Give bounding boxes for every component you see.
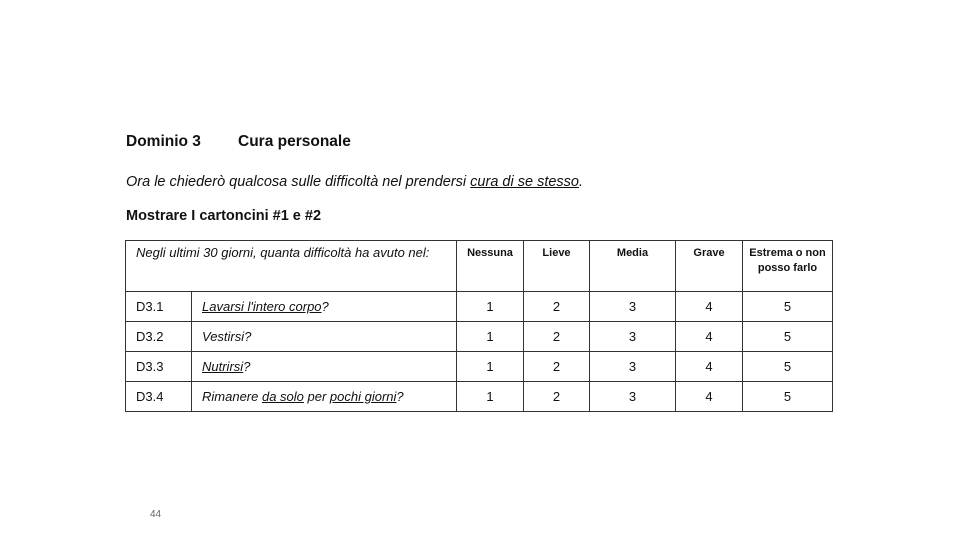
question-underlined-text: da solo (261, 389, 304, 404)
question-text: ? (321, 299, 329, 314)
domain-number: Dominio 3 (126, 133, 201, 150)
intro-text (126, 174, 583, 190)
rating-value: 5 (743, 352, 833, 382)
intro-text-underlined: cura di se stesso (470, 174, 579, 190)
item-code: D3.4 (126, 382, 192, 412)
intro-text-start: Ora le chiederò qualcosa sulle difficoltà nel prendersi (126, 174, 471, 190)
table-header-row (126, 241, 833, 292)
question-text: Vestirsi? (202, 329, 252, 344)
rating-value: 5 (743, 292, 833, 322)
column-header-lieve: Lieve (524, 241, 590, 292)
rating-value: 3 (590, 292, 676, 322)
item-question (192, 352, 457, 382)
rating-value: 2 (524, 382, 590, 412)
question-underlined-text: pochi giorni (329, 389, 397, 404)
question-text: per (303, 389, 330, 404)
rating-value: 2 (524, 322, 590, 352)
column-header-estrema: Estrema o non posso farlo (743, 241, 833, 292)
column-header-media: Media (590, 241, 676, 292)
domain-heading (126, 133, 351, 151)
table-row (126, 352, 833, 382)
question-text: ? (396, 389, 404, 404)
rating-value: 3 (590, 382, 676, 412)
table-row (126, 292, 833, 322)
rating-value: 3 (590, 322, 676, 352)
rating-value: 1 (457, 382, 524, 412)
item-question (192, 292, 457, 322)
rating-value: 5 (743, 382, 833, 412)
question-text: ? (243, 359, 251, 374)
item-code: D3.2 (126, 322, 192, 352)
table-row (126, 322, 833, 352)
item-code: D3.1 (126, 292, 192, 322)
question-text: Rimanere (202, 389, 262, 404)
rating-value: 5 (743, 322, 833, 352)
rating-value: 1 (457, 322, 524, 352)
item-question (192, 322, 457, 352)
question-underlined-text: Nutrirsi (202, 359, 244, 374)
question-header: Negli ultimi 30 giorni, quanta difficoltà ha avuto nel: (126, 241, 457, 292)
rating-value: 1 (457, 352, 524, 382)
rating-value: 3 (590, 352, 676, 382)
table-row (126, 382, 833, 412)
column-header-nessuna: Nessuna (457, 241, 524, 292)
rating-value: 4 (676, 322, 743, 352)
instruction-text: Mostrare I cartoncini #1 e #2 (126, 208, 322, 224)
item-code: D3.3 (126, 352, 192, 382)
rating-value: 4 (676, 382, 743, 412)
domain-title: Cura personale (238, 133, 351, 150)
rating-value: 4 (676, 352, 743, 382)
rating-value: 2 (524, 352, 590, 382)
questions-table (125, 240, 833, 412)
column-header-grave: Grave (676, 241, 743, 292)
item-question (192, 382, 457, 412)
rating-value: 4 (676, 292, 743, 322)
page-number: 44 (150, 509, 162, 520)
rating-value: 1 (457, 292, 524, 322)
intro-text-end: . (578, 174, 584, 190)
rating-value: 2 (524, 292, 590, 322)
question-underlined-text: Lavarsi l'intero corpo (202, 299, 322, 314)
